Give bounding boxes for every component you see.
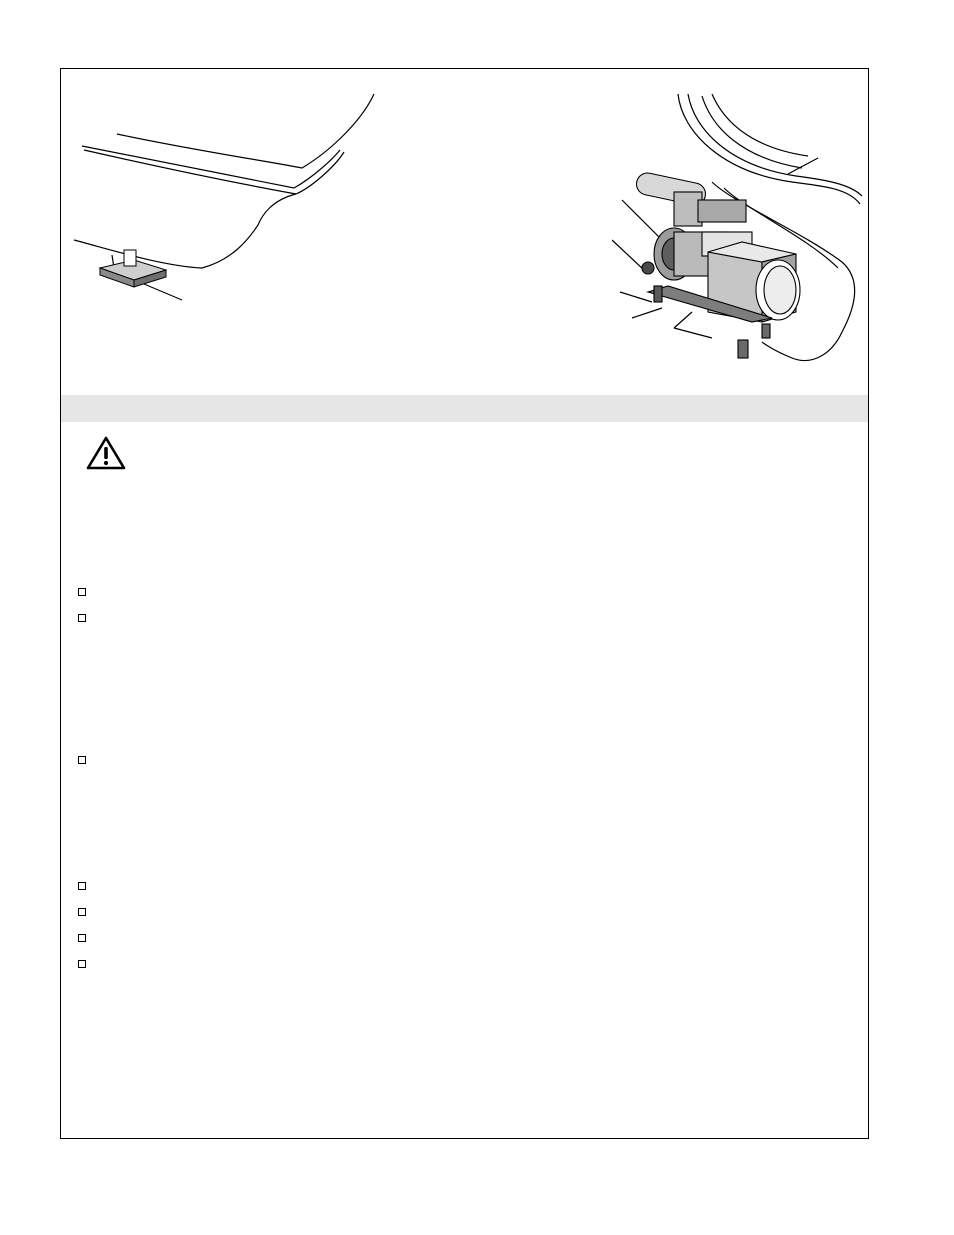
section-header-band <box>61 395 868 422</box>
whirlpool-pump-motor-illustration <box>612 92 868 378</box>
checklist-checkbox <box>78 756 86 764</box>
checklist-checkbox <box>78 934 86 942</box>
checklist-checkbox <box>78 908 86 916</box>
bath-foot-pad-illustration <box>72 90 382 310</box>
checklist-checkbox <box>78 960 86 968</box>
checklist-checkbox <box>78 614 86 622</box>
warning-triangle-icon <box>86 436 126 470</box>
checklist-checkbox <box>78 588 86 596</box>
checklist-checkbox <box>78 882 86 890</box>
